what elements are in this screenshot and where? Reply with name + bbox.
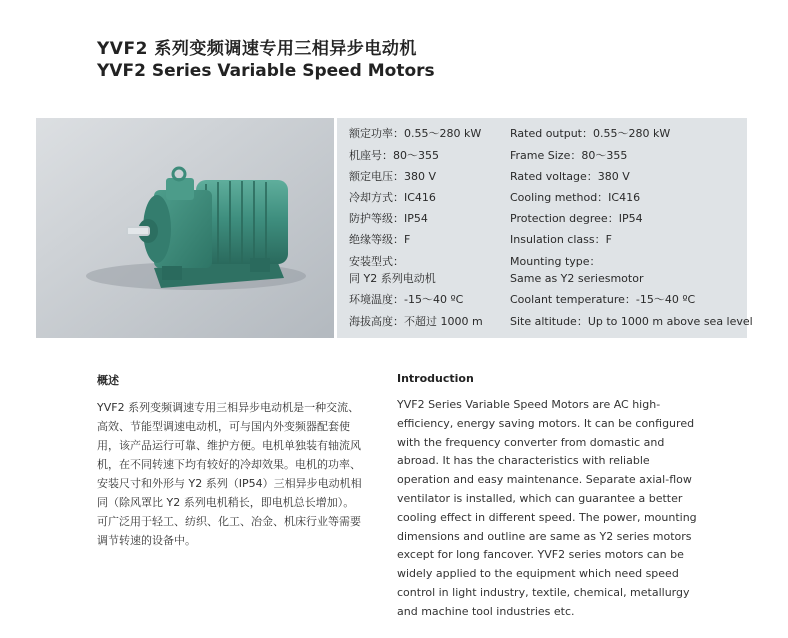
spec-label-en: Protection degree：IP54 (510, 212, 643, 225)
spec-label-cn: 防护等级：IP54 (349, 212, 428, 225)
paragraph-line: control in light industry, textile, chemical, metallurgy (397, 585, 690, 599)
paragraph-line: 机，在不同转速下均有较好的冷却效果。电机的功率、 (97, 458, 361, 471)
paragraph-line: except for long fancover. YVF2 series motors can be (397, 548, 684, 562)
motor-illustration (36, 118, 334, 338)
paragraph-line: dimensions and outline are same as Y2 series motors (397, 529, 692, 543)
overview-text-english (397, 396, 697, 622)
spec-label-en: Site altitude：Up to 1000 m above sea level (510, 315, 753, 328)
spec-label-cn: 安装型式： (349, 255, 404, 268)
specification-table (337, 118, 753, 338)
paragraph-line: 可广泛用于轻工、纺织、化工、冶金、机床行业等需要 (97, 515, 361, 528)
paragraph-line: YVF2 Series Variable Speed Motors are AC high- (397, 398, 661, 411)
paragraph-line: ventilator is installed, which can guarantee a better (397, 491, 683, 505)
paragraph-line: 调节转速的设备中。 (97, 534, 196, 547)
spec-label-cn: 额定功率：0.55～280 kW (349, 127, 482, 140)
spec-label-cn: 海拔高度：不超过 1000 m (349, 315, 483, 328)
paragraph-line: 同（除风罩比 Y2 系列电机稍长，即电机总长增加）。 (97, 496, 355, 509)
spec-label-cn: 冷却方式：IC416 (349, 191, 436, 204)
page-title-english: YVF2 Series Variable Speed Motors (97, 61, 435, 81)
paragraph-line: 用，该产品运行可靠、维护方便。电机单独装有轴流风 (97, 439, 361, 452)
paragraph-line: and machine tool industries etc. (397, 604, 575, 618)
paragraph-line: YVF2 系列变频调速专用三相异步电动机是一种交流、 (97, 401, 360, 414)
spec-label-en: Rated voltage：380 V (510, 170, 630, 183)
paragraph-line: with the frequency converter from domastic and (397, 435, 665, 449)
overview-heading-english: Introduction (397, 372, 474, 385)
paragraph-line: abroad. It has the characteristics with reliable (397, 454, 650, 468)
spec-label-en: Cooling method：IC416 (510, 191, 641, 204)
spec-label-cn: 绝缘等级：F (349, 233, 411, 246)
motor-product-photo (36, 118, 334, 338)
overview-text-chinese (97, 398, 385, 550)
spec-label-en: Frame Size：80～355 (510, 149, 628, 162)
page-title-chinese: YVF2 系列变频调速专用三相异步电动机 (97, 39, 417, 59)
spec-label-cn: 同 Y2 系列电动机 (349, 272, 436, 285)
spec-label-cn: 额定电压：380 V (349, 170, 437, 183)
paragraph-line: 高效、节能型调速电动机，可与国内外变频器配套使 (97, 420, 350, 433)
paragraph-line: cooling effect in different speed. The power, mounting (397, 510, 697, 524)
spec-label-en: Same as Y2 seriesmotor (510, 272, 644, 285)
spec-label-en: Insulation class：F (510, 233, 612, 246)
paragraph-line: operation and easy maintenance. Separate axial-flow (397, 473, 692, 487)
paragraph-line: efficiency, energy saving motors. It can be configured (397, 416, 695, 430)
spec-label-en: Mounting type： (510, 255, 601, 268)
spec-label-cn: 环境温度：-15～40 ºC (349, 293, 464, 306)
paragraph-line: 安装尺寸和外形与 Y2 系列（IP54）三相异步电动机相 (97, 477, 362, 490)
overview-heading-chinese: 概述 (97, 374, 119, 387)
spec-label-en: Rated output：0.55～280 kW (510, 127, 671, 140)
spec-label-en: Coolant temperature：-15～40 ºC (510, 293, 696, 306)
paragraph-line: widely applied to the equipment which need speed (397, 567, 679, 581)
spec-label-cn: 机座号：80～355 (349, 149, 439, 162)
